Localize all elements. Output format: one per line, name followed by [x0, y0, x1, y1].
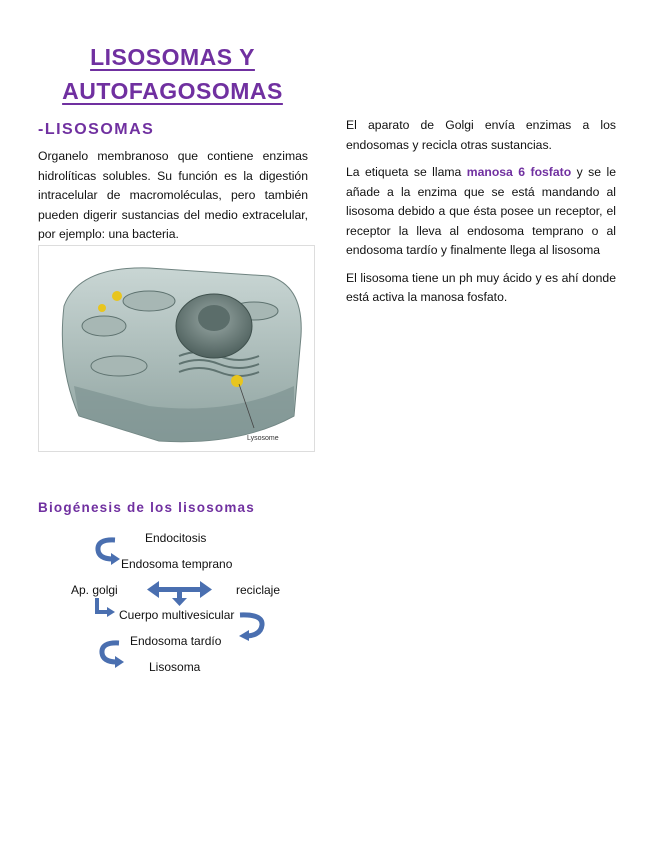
flow-endosoma-tardio: Endosoma tardío	[130, 634, 222, 648]
flow-endosoma-temprano: Endosoma temprano	[121, 557, 233, 571]
flow-cuerpo-multivesicular: Cuerpo multivesicular	[119, 608, 235, 622]
flow-endocitosis: Endocitosis	[145, 531, 207, 545]
lisosomas-description: Organelo membranoso que contiene enzimas hidrolíticas solubles. Su función es la digestión intracelular de macromoléculas, pero también pueden digerir sustancias del medio extracelular, por ejemplo: una bacteria.	[38, 149, 308, 241]
title-line-1: LISOSOMAS Y	[90, 44, 255, 70]
elbow-arrow-icon	[94, 598, 116, 618]
manosa-highlight: manosa 6 fosfato	[466, 165, 572, 179]
right-column-text	[346, 116, 616, 316]
curved-arrow-icon	[93, 535, 123, 565]
curved-arrow-right-icon	[236, 611, 268, 641]
flow-ap-golgi: Ap. golgi	[71, 583, 118, 597]
golgi-paragraph: El aparato de Golgi envía enzimas a los endosomas y recicla otras sustancias.	[346, 118, 616, 152]
ph-paragraph: El lisosoma tiene un ph muy ácido y es ahí donde está activa la manosa fosfato.	[346, 270, 616, 304]
section-heading-lisosomas: -LISOSOMAS	[38, 121, 155, 138]
double-arrow-icon	[147, 581, 212, 607]
page-title	[30, 40, 315, 108]
tag-paragraph: La etiqueta se llama manosa 6 fosfato y se le añade a la enzima que se está mandando al lisosoma debido a que ésta posee un receptor, el receptor la lleva al endosoma temprano o al endosoma tardío y finalmente llega al lisosoma	[346, 165, 616, 257]
title-line-2: AUTOFAGOSOMAS	[62, 78, 283, 104]
curved-arrow-left-icon	[97, 638, 127, 668]
biogenesis-heading: Biogénesis de los lisosomas	[38, 500, 255, 515]
cell-drawing	[39, 246, 314, 451]
cell-illustration	[38, 245, 315, 452]
lysosome-label: Lysosome	[247, 435, 279, 442]
flow-lisosoma: Lisosoma	[149, 660, 201, 674]
flow-reciclaje: reciclaje	[236, 583, 281, 597]
